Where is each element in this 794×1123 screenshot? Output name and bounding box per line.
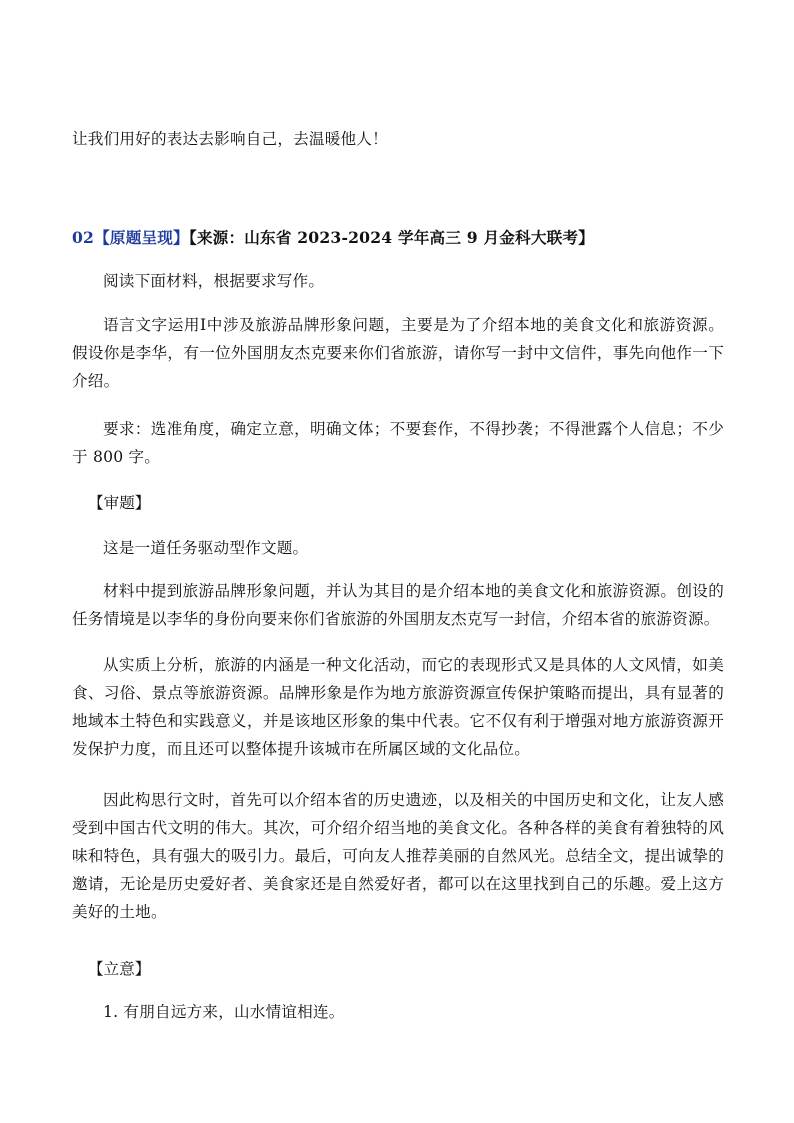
requirements-paragraph: 要求：选准角度，确定立意，明确文体；不要套作，不得抄袭；不得泄露个人信息；不少于 800 字。 xyxy=(72,420,724,466)
review-paragraph-1: 这是一道任务驱动型作文题。 xyxy=(103,539,309,557)
question-tag: 【原题呈现】 xyxy=(94,228,189,247)
review-heading: 【审题】 xyxy=(88,494,151,512)
review-paragraph-2: 材料中提到旅游品牌形象问题，并认为其目的是介绍本地的美食文化和旅游资源。创设的任务情境是以李华的身份向要来你们省旅游的外国朋友杰克写一封信，介绍本省的旅游资源。 xyxy=(72,582,724,628)
thesis-item-1: 1. 有朋自远方来，山水情谊相连。 xyxy=(103,1003,345,1021)
review-paragraph-3: 从实质上分析，旅游的内涵是一种文化活动，而它的表现形式又是具体的人文风情，如美食、习俗、景点等旅游资源。品牌形象是作为地方旅游资源宣传保护策略而提出，具有显著的地域本土特色和实践意义，并是该地区形象的集中代表。它不仅有利于增强对地方旅游资源开发保护力度，而且还可以整体提升该城市在所属区域的文化品位。 xyxy=(72,656,724,758)
thesis-heading: 【立意】 xyxy=(88,960,151,978)
review-paragraph-4: 因此构思行文时，首先可以介绍本省的历史遗迹，以及相关的中国历史和文化，让友人感受到中国古代文明的伟大。其次，可介绍介绍当地的美食文化。各种各样的美食有着独特的风味和特色，具有强大的吸引力。最后，可向友人推荐美丽的自然风光。总结全文，提出诚挚的邀请，无论是历史爱好者、美食家还是自然爱好者，都可以在这里找到自己的乐趣。爱上这方美好的土地。 xyxy=(72,791,724,921)
material-paragraph: 语言文字运用Ⅰ中涉及旅游品牌形象问题，主要是为了介绍本地的美食文化和旅游资源。假设你是李华，有一位外国朋友杰克要来你们省旅游，请你写一封中文信件，事先向他作一下介绍。 xyxy=(72,316,724,390)
question-source: 【来源：山东省 2023-2024 学年高三 9 月金科大联考】 xyxy=(188,228,595,247)
intro-line: 让我们用好的表达去影响自己，去温暖他人！ xyxy=(72,130,388,148)
question-header xyxy=(72,224,724,252)
instruction-paragraph: 阅读下面材料，根据要求写作。 xyxy=(103,272,325,290)
question-number: 02 xyxy=(72,228,95,247)
